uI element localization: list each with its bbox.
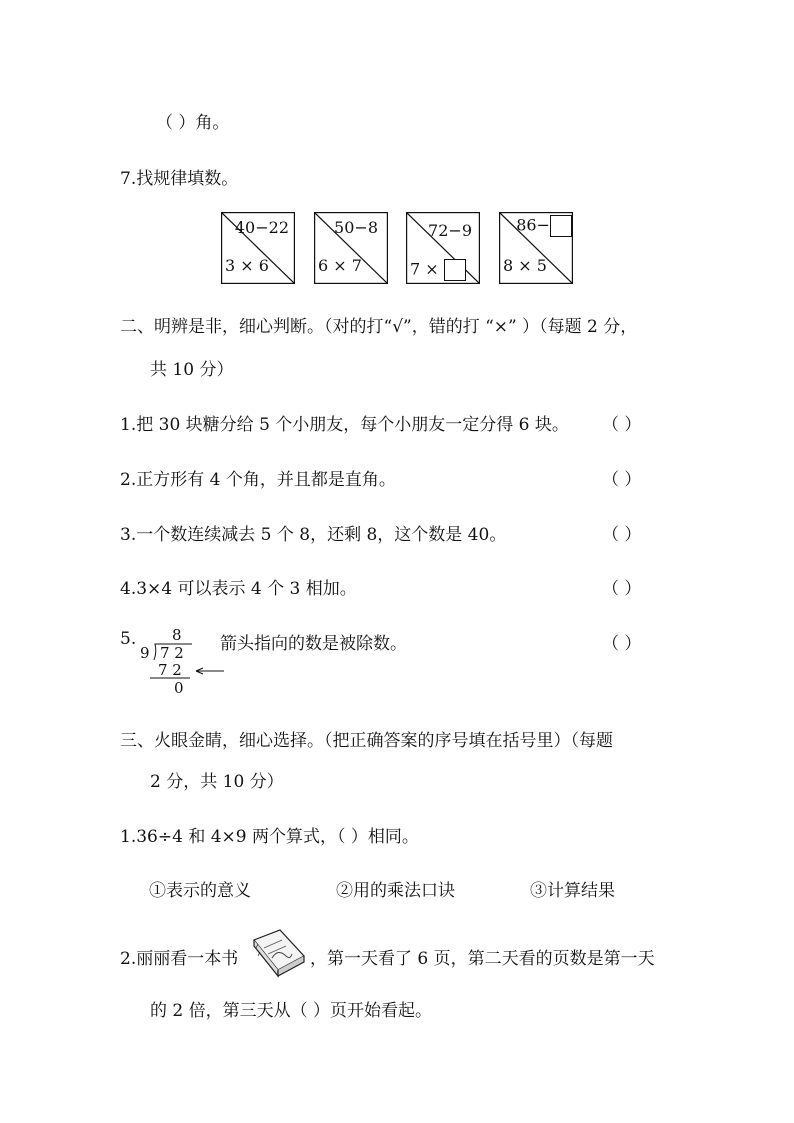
pattern-box-4 (499, 212, 573, 284)
pattern-bottom-value: 8 × 5 (503, 256, 547, 275)
arrow-left-icon (140, 626, 230, 696)
pattern-bottom-text: 7 × (410, 259, 439, 279)
choice-q2-part2: ，第一天看了 6 页，第二天看的页数是第一天 (310, 949, 655, 969)
section2-heading: 二、明辨是非，细心判断。（对的打“√”，错的打 “×” ）（每题 2 分， (120, 317, 638, 337)
pattern-box-3 (406, 212, 480, 284)
pattern-box-1 (221, 212, 295, 284)
division-divisor: 9 (140, 644, 150, 662)
judge-item-1: 1.把 30 块糖分给 5 个小朋友，每个小朋友一定分得 6 块。 (120, 415, 569, 435)
judge-item-4: 4.3×4 可以表示 4 个 3 相加。 (120, 579, 357, 599)
judge-answer-paren[interactable]: （ ） (602, 525, 642, 545)
section2-heading-cont: 共 10 分） (150, 360, 234, 380)
answer-box[interactable] (550, 215, 572, 237)
division-dividend: 7 2 (160, 644, 184, 662)
q7-title: 7.找规律填数。 (120, 169, 239, 189)
choice-option-1[interactable]: ①表示的意义 (149, 881, 251, 901)
choice-q2-line2: 的 2 倍，第三天从（ ）页开始看起。 (150, 1001, 433, 1021)
section3-heading: 三、火眼金睛，细心选择。（把正确答案的序号填在括号里）（每题 (120, 731, 613, 751)
judge-item-3: 3.一个数连续减去 5 个 8，还剩 8，这个数是 40。 (120, 525, 507, 545)
long-division-figure (140, 626, 230, 696)
judge-answer-paren[interactable]: （ ） (602, 415, 642, 435)
judge-answer-paren[interactable]: （ ） (602, 634, 642, 654)
judge-item-5-number: 5. (120, 629, 137, 649)
choice-option-2[interactable]: ②用的乘法口诀 (336, 881, 455, 901)
choice-option-3[interactable]: ③计算结果 (530, 881, 615, 901)
book-icon (246, 926, 308, 978)
choice-q1: 1.36÷4 和 4×9 两个算式，（ ）相同。 (120, 827, 419, 847)
judge-item-2: 2.正方形有 4 个角，并且都是直角。 (120, 470, 396, 490)
pattern-bottom-value (410, 259, 466, 281)
judge-answer-paren[interactable]: （ ） (602, 579, 642, 599)
division-quotient: 8 (172, 626, 182, 644)
answer-box[interactable] (444, 259, 466, 281)
pattern-top-value: 40−22 (234, 218, 289, 237)
division-remainder: 0 (174, 679, 184, 697)
judge-item-5-text: 箭头指向的数是被除数。 (220, 634, 407, 654)
choice-q2-part1: 2.丽丽看一本书 (120, 949, 239, 969)
section3-heading-cont: 2 分，共 10 分） (150, 772, 284, 792)
pattern-top-value: 72−9 (428, 221, 472, 240)
pattern-bottom-value: 3 × 6 (225, 256, 269, 275)
division-product: 7 2 (158, 661, 182, 679)
judge-answer-paren[interactable]: （ ） (602, 470, 642, 490)
pattern-box-2 (314, 212, 388, 284)
pattern-top-value: 50−8 (334, 218, 378, 237)
pattern-top-value (516, 215, 572, 237)
pattern-bottom-value: 6 × 7 (318, 256, 362, 275)
q6-tail: （ ）角。 (156, 113, 230, 133)
pattern-top-text: 86− (516, 215, 550, 235)
